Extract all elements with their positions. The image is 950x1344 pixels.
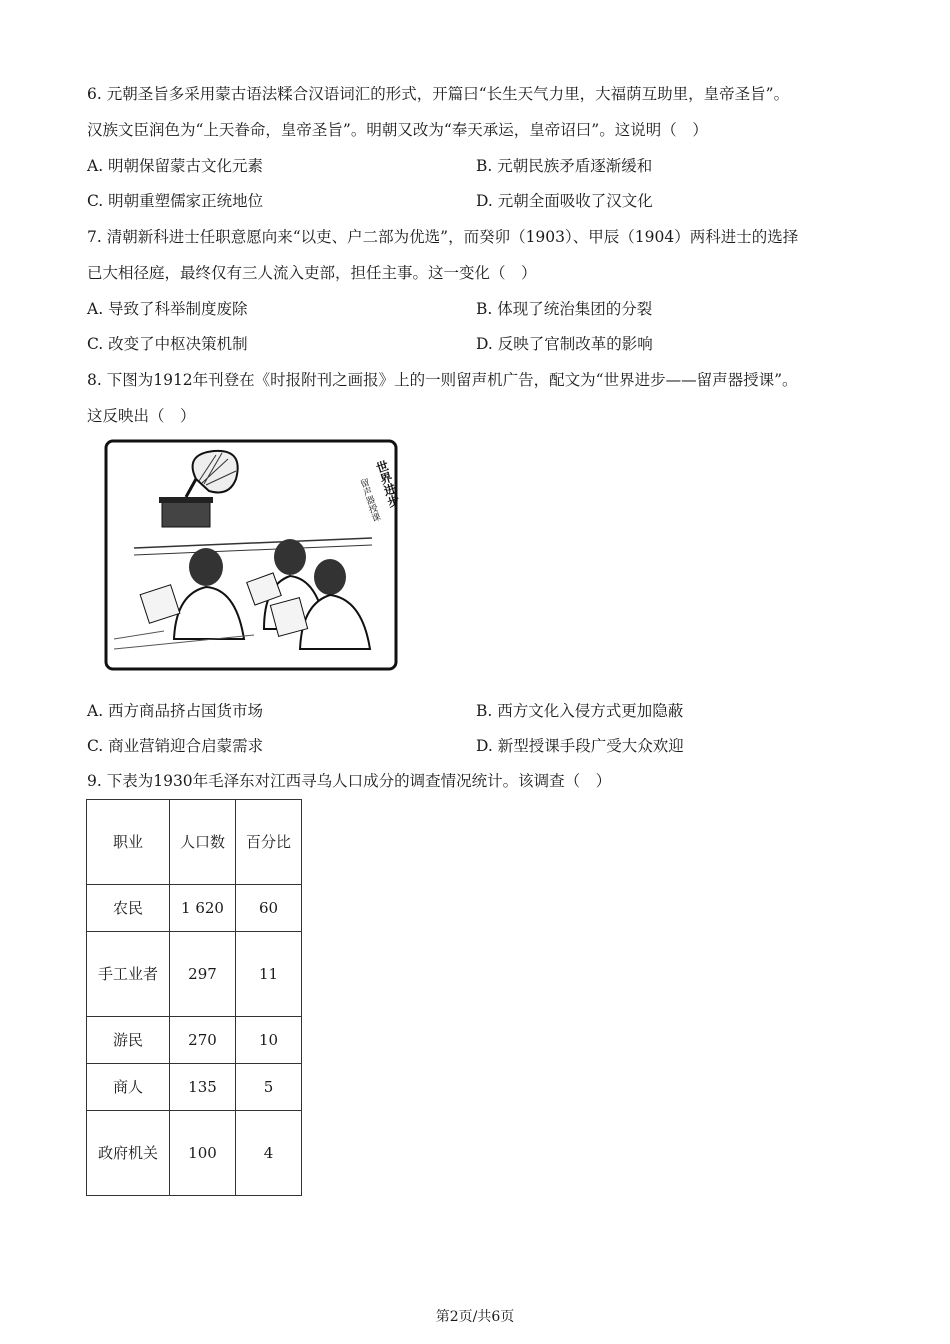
q6-option-c[interactable]: C. 明朝重塑儒家正统地位 [87,192,264,210]
q7-option-b[interactable]: B. 体现了统治集团的分裂 [476,300,653,318]
q6-stem-line2: 汉族文臣润色为“上天眷命，皇帝圣旨”。明朝又改为“奉天承运，皇帝诏曰”。这说明（ ） [87,121,708,139]
header-population: 人口数 [170,800,236,885]
q8-stem-line2: 这反映出（ ） [87,407,196,425]
table-cell: 135 [170,1064,236,1111]
q7-option-a[interactable]: A. 导致了科举制度废除 [87,300,248,318]
table-cell: 11 [236,932,302,1017]
q6-option-a[interactable]: A. 明朝保留蒙古文化元素 [87,157,264,175]
table-cell: 10 [236,1017,302,1064]
table-cell: 5 [236,1064,302,1111]
table-row [87,1064,302,1111]
table-cell: 4 [236,1111,302,1196]
q9-stem-line1: 9. 下表为1930年毛泽东对江西寻乌人口成分的调查情况统计。该调查（ ） [87,772,612,790]
population-survey-table [86,799,302,1196]
q8-option-a[interactable]: A. 西方商品挤占国货市场 [87,702,264,720]
page-footer: 第2页/共6页 [435,1309,515,1325]
table-cell: 商人 [87,1064,170,1111]
figure-caption-2: 留声器授课 [357,477,381,524]
table-row [87,932,302,1017]
q7-option-d[interactable]: D. 反映了官制改革的影响 [476,335,653,353]
table-row [87,1017,302,1064]
q6-stem-line1: 6. 元朝圣旨多采用蒙古语法糅合汉语词汇的形式，开篇曰“长生天气力里，大福荫互助里，皇帝圣旨”。 [87,85,790,103]
q8-stem-line1: 8. 下图为1912年刊登在《时报附刊之画报》上的一则留声机广告，配文为“世界进步——留声器授课”。 [87,371,798,389]
q6-option-d[interactable]: D. 元朝全面吸收了汉文化 [476,192,653,210]
q8-option-b[interactable]: B. 西方文化入侵方式更加隐蔽 [476,702,684,720]
table-cell: 297 [170,932,236,1017]
table-cell: 游民 [87,1017,170,1064]
table-cell: 60 [236,885,302,932]
header-percentage: 百分比 [236,800,302,885]
q7-stem-line1: 7. 清朝新科进士任职意愿向来“以吏、户二部为优选”，而癸卯（1903）、甲辰（1904）两科进士的选择 [87,228,799,246]
table-row [87,885,302,932]
table-cell: 270 [170,1017,236,1064]
table-cell: 100 [170,1111,236,1196]
figure-caption-1: 世界进步 [373,458,402,509]
q8-option-c[interactable]: C. 商业营销迎合启蒙需求 [87,737,264,755]
table-header-row [87,800,302,885]
q7-stem-line2: 已大相径庭，最终仅有三人流入吏部，担任主事。这一变化（ ） [87,264,537,282]
table-row [87,1111,302,1196]
table-cell: 政府机关 [87,1111,170,1196]
q8-option-d[interactable]: D. 新型授课手段广受大众欢迎 [476,737,684,755]
table-cell: 农民 [87,885,170,932]
table-cell: 1 620 [170,885,236,932]
gramophone-ad-figure [104,439,402,671]
q6-option-b[interactable]: B. 元朝民族矛盾逐渐缓和 [476,157,653,175]
header-occupation: 职业 [87,800,170,885]
table-cell: 手工业者 [87,932,170,1017]
q7-option-c[interactable]: C. 改变了中枢决策机制 [87,335,248,353]
